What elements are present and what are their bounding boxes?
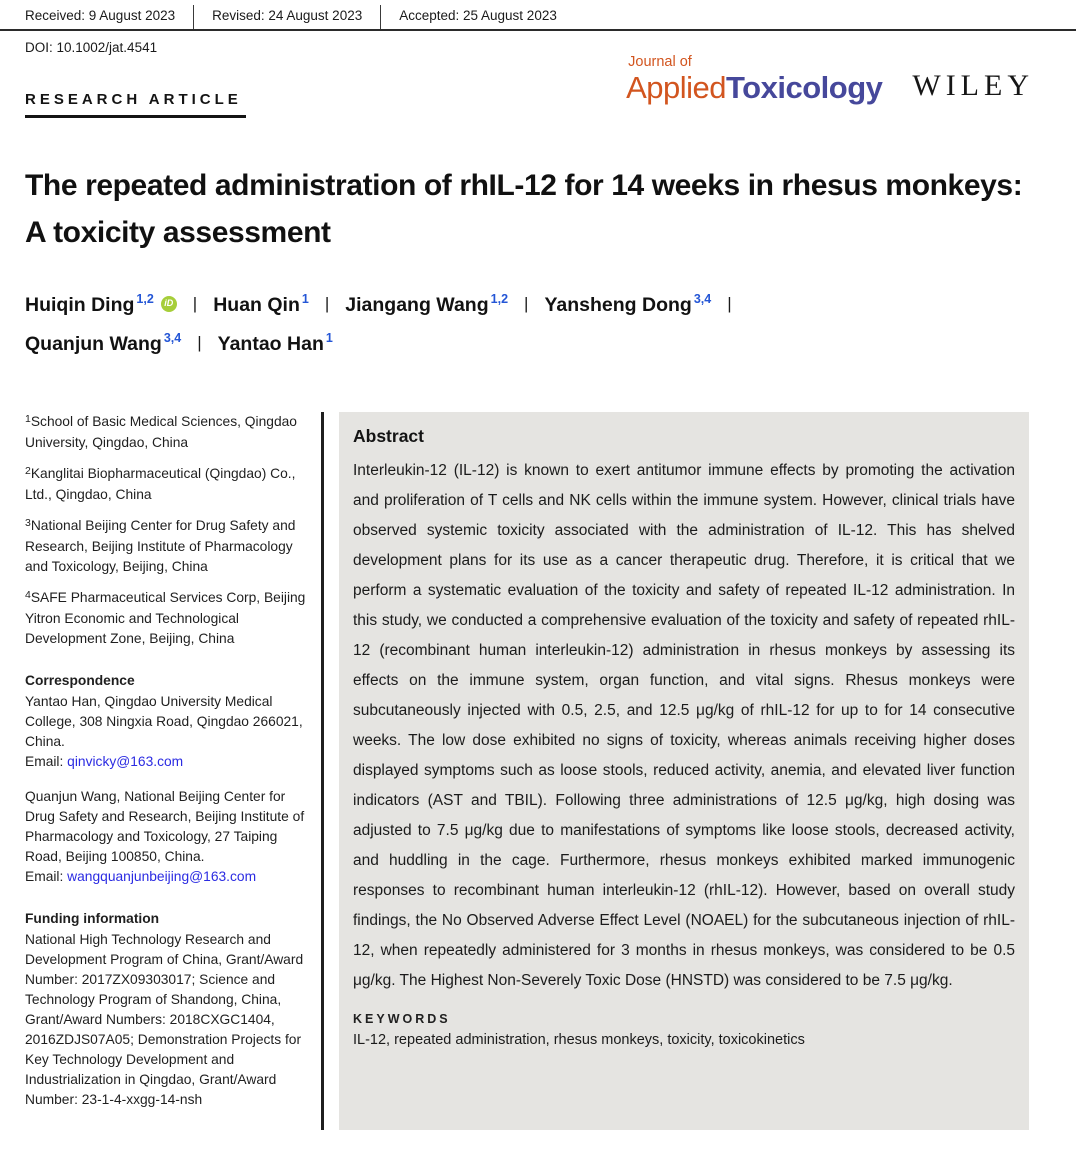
correspondence-entry xyxy=(25,787,315,887)
correspondence-text: Quanjun Wang, National Beijing Center for Drug Safety and Research, Beijing Institute of Pharmacology and Toxicology, 27 Taiping Road, Beijing 100850, China. xyxy=(25,789,305,864)
journal-of-label: Journal of xyxy=(628,54,692,70)
research-article-kicker: RESEARCH ARTICLE xyxy=(25,91,246,118)
author-affiliation-superscript: 1,2 xyxy=(490,292,509,306)
author-separator: | xyxy=(727,294,732,313)
author-name: Quanjun Wang $^{3,4}$ xyxy=(25,331,182,355)
keywords-heading: KEYWORDS xyxy=(353,1012,451,1026)
author-name: Huan Qin $^1$ xyxy=(213,292,309,316)
affiliation-item: $^3$National Beijing Center for Drug Safety and Research, Beijing Institute of Pharmacology and Toxicology, Beijing, China xyxy=(25,517,296,574)
affiliation-item: $^4$SAFE Pharmaceutical Services Corp, Beijing Yitron Economic and Technological Development Zone, Beijing, China xyxy=(25,589,306,646)
article-info-column xyxy=(25,412,321,1130)
author-separator: | xyxy=(324,294,330,313)
author-list xyxy=(25,287,1051,365)
affiliation-item: $^1$School of Basic Medical Sciences, Qingdao University, Qingdao, China xyxy=(25,413,297,450)
article-title: The repeated administration of rhIL-12 for 14 weeks in rhesus monkeys: A toxicity assessment xyxy=(25,169,1023,249)
affiliation-item: $^2$Kanglitai Biopharmaceutical (Qingdao) Co., Ltd., Qingdao, China xyxy=(25,465,296,502)
author-row-2 xyxy=(25,326,1051,365)
funding-text: National High Technology Research and Development Program of China, Grant/Award Number: 2017ZX09303017; Science and Technology Program of Shandong, China, Grant/Award Numbers: 2018CXGC1404, 2016ZDJS07A05; Demonstration Projects for Key Technology Development and Industrialization in Qingdao, Grant/Award Number: 23-1-4-xxgg-14-nsh xyxy=(25,932,304,1107)
email-link[interactable]: qinvicky@163.com xyxy=(67,754,184,769)
keywords-text: IL-12, repeated administration, rhesus monkeys, toxicity, toxicokinetics xyxy=(353,1032,805,1048)
author-affiliation-superscript: 1,2 xyxy=(136,292,154,306)
correspondence-heading: Correspondence xyxy=(25,673,135,688)
accepted-date: Accepted: 25 August 2023 xyxy=(399,8,557,23)
toxicology-label: Toxicology xyxy=(726,69,883,105)
author-name: Jiangang Wang $^{1,2}$ xyxy=(345,292,509,316)
author-name: Huiqin Ding $^{1,2}$ xyxy=(25,292,154,316)
author-affiliation-superscript: 3,4 xyxy=(693,292,712,306)
received-date: Received: 9 August 2023 xyxy=(25,5,194,29)
correspondence-entry xyxy=(25,692,315,772)
author-name: Yansheng Dong $^{3,4}$ xyxy=(544,292,712,316)
doi: DOI: 10.1002/jat.4541 xyxy=(25,40,158,55)
received-revised-accepted-bar xyxy=(0,0,1076,31)
column-divider xyxy=(321,412,324,1130)
email-label: Email: xyxy=(25,754,68,769)
wiley-logo: WILEY xyxy=(912,68,1034,102)
abstract-panel xyxy=(339,412,1029,1130)
content-columns xyxy=(25,412,1076,1130)
doi-row xyxy=(0,31,1076,55)
orcid-icon[interactable]: iD xyxy=(161,296,177,312)
author-separator: | xyxy=(192,294,198,313)
author-affiliation-superscript: 1 xyxy=(301,292,309,306)
author-affiliation-superscript: 1 xyxy=(325,331,333,345)
correspondence-text: Yantao Han, Qingdao University Medical College, 308 Ningxia Road, Qingdao 266021, China. xyxy=(25,694,303,749)
author-affiliation-superscript: 3,4 xyxy=(163,331,182,345)
email-link[interactable]: wangquanjunbeijing@163.com xyxy=(67,869,257,884)
author-name: Yantao Han $^1$ xyxy=(217,331,333,355)
author-row-1 xyxy=(25,287,1051,326)
funding-heading: Funding information xyxy=(25,911,160,926)
author-separator: | xyxy=(524,294,529,313)
author-separator: | xyxy=(197,333,202,352)
revised-date: Revised: 24 August 2023 xyxy=(194,5,381,29)
applied-label: Applied xyxy=(626,69,727,105)
abstract-body: Interleukin-12 (IL-12) is known to exert antitumor immune effects by promoting the activation and proliferation of T cells and NK cells within the immune system. However, clinical trials have observed systemic toxicity associated with the administration of IL-12. This has shelved development plans for its use as a cancer therapeutic drug. Therefore, it is critical that we perform a systematic evaluation of the toxicity and safety of repeated IL-12 administration. In this study, we conducted a comprehensive evaluation of the toxicity and safety of repeated rhIL-12 (recombinant human interleukin-12) administration in rhesus monkeys by assessing its effects on the immune system, organ function, and vital signs. Rhesus monkeys were subcutaneously injected with 0.5, 2.5, and 12.5 μg/kg of rhIL-12 for up to for 14 consecutive weeks. The low dose exhibited no signs of toxicity, whereas animals receiving higher doses displayed symptoms such as loose stools, reduced activity, anemia, and elevated liver function indicators (AST and TBIL). Following three administrations of 12.5 μg/kg, high dosing was adjusted to 7.5 μg/kg due to manifestations of symptoms like loose stools, decreased activity, and huddling in the cage. Furthermore, rhesus monkeys exhibited marked immunogenic responses to recombinant human interleukin-12 (rhIL-12). However, based on overall study findings, the No Observed Adverse Effect Level (NOAEL) for the subcutaneous injection of rhIL-12, when repeatedly administered for 3 months in rhesus monkeys, was considered to be 0.5 μg/kg. The Highest Non-Severely Toxic Dose (HNSTD) was considered to be 7.5 μg/kg. xyxy=(353,462,1015,989)
abstract-heading: Abstract xyxy=(353,426,424,446)
applied-toxicology-logo xyxy=(626,55,882,103)
email-label: Email: xyxy=(25,869,68,884)
journal-logo xyxy=(626,55,1034,103)
